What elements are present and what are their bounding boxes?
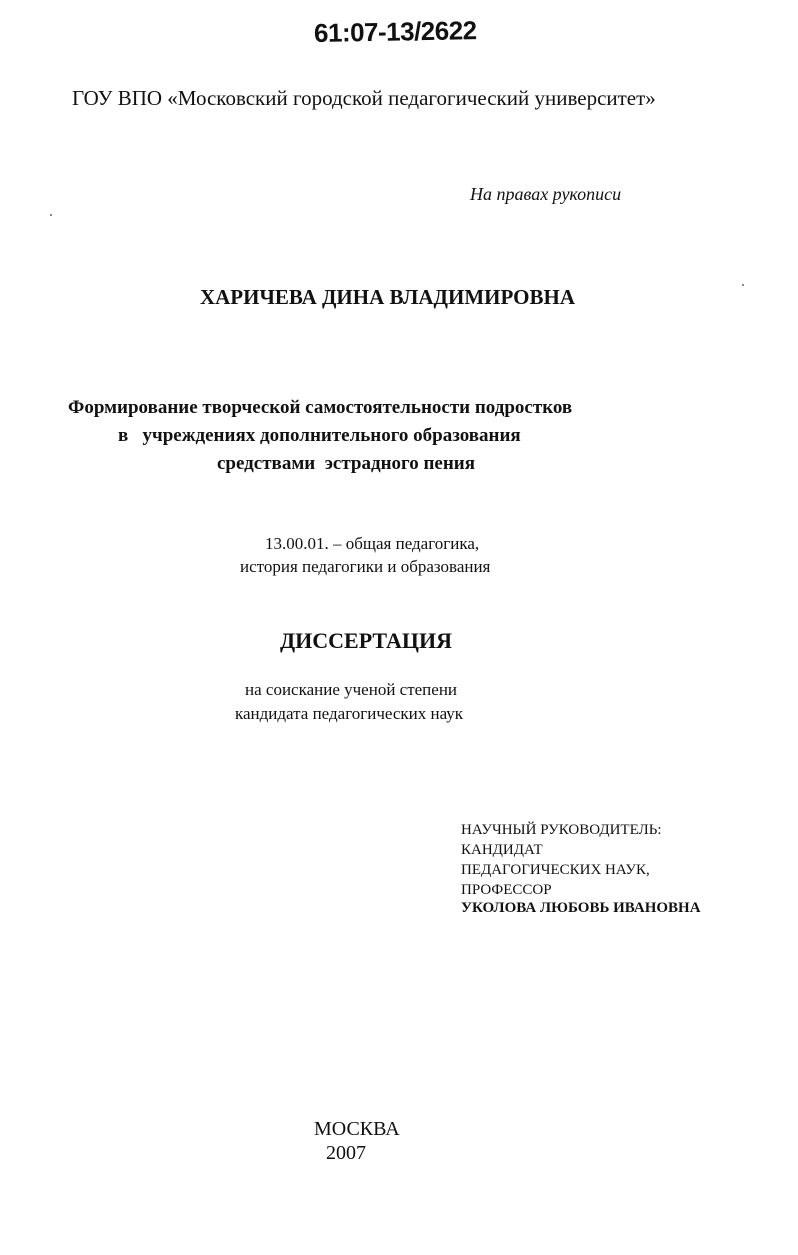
scan-speck — [50, 214, 52, 216]
year: 2007 — [326, 1142, 366, 1164]
advisor-degree-line-2: ПЕДАГОГИЧЕСКИХ НАУК, — [461, 862, 650, 878]
catalog-number: 61:07-13/2622 — [313, 15, 477, 48]
advisor-title: ПРОФЕССОР — [461, 882, 552, 898]
advisor-degree-line-1: КАНДИДАТ — [461, 842, 543, 858]
degree-line-1: на соискание ученой степени — [245, 680, 458, 699]
author-name: ХАРИЧЕВА ДИНА ВЛАДИМИРОВНА — [199, 285, 576, 309]
city: МОСКВА — [314, 1118, 400, 1140]
title-line-2: в учреждениях дополнительного образования — [118, 425, 521, 446]
title-line-1: Формирование творческой самостоятельности подростков — [68, 397, 573, 418]
specialty-line-1: 13.00.01. – общая педагогика, — [265, 534, 480, 553]
specialty-line-2: история педагогики и образования — [240, 557, 491, 576]
advisor-heading: НАУЧНЫЙ РУКОВОДИТЕЛЬ: — [461, 822, 662, 838]
document-type: ДИССЕРТАЦИЯ — [280, 628, 452, 653]
manuscript-note: На правах рукописи — [470, 184, 622, 204]
scan-speck — [742, 284, 744, 286]
title-line-3: средствами эстрадного пения — [217, 453, 476, 474]
institution-name: ГОУ ВПО «Московский городской педагогический университет» — [72, 86, 656, 110]
advisor-name: УКОЛОВА ЛЮБОВЬ ИВАНОВНА — [461, 900, 701, 916]
degree-line-2: кандидата педагогических наук — [235, 704, 464, 723]
